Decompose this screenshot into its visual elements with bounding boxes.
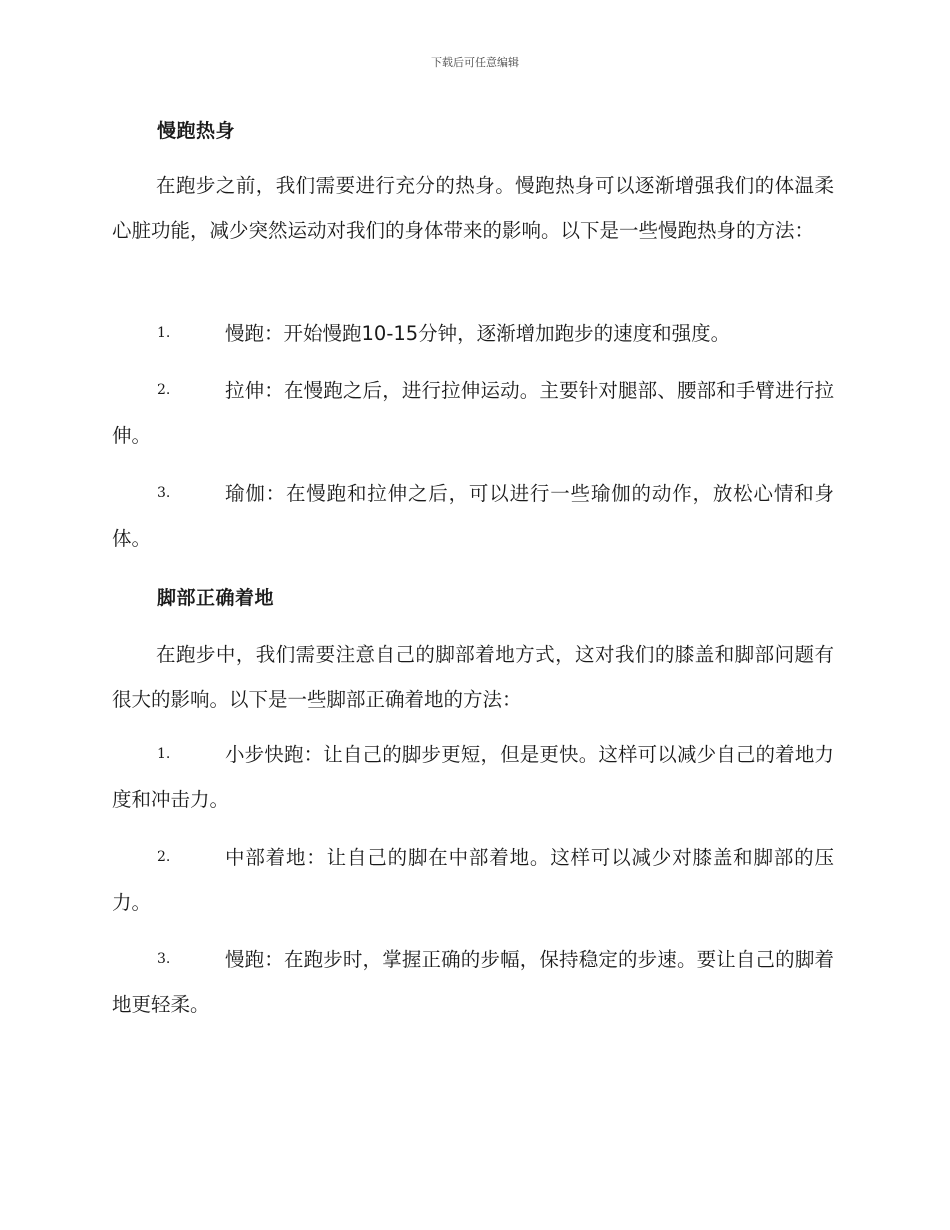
- list-item-text: 慢跑：开始慢跑10-15分钟，逐渐增加跑步的速度和强度。: [225, 322, 731, 345]
- list-item: [112, 732, 834, 822]
- list-item-number: 2.: [157, 849, 171, 865]
- section-heading-footstrike: 脚部正确着地: [157, 587, 275, 609]
- section-intro-footstrike: 在跑步中，我们需要注意自己的脚部着地方式，这对我们的膝盖和脚部问题有很大的影响。以下是一些脚部正确着地的方法：: [112, 643, 834, 711]
- list-item-number: 3.: [157, 951, 171, 967]
- list-item-text: 中部着地：让自己的脚在中部着地。这样可以减少对膝盖和脚部的压力。: [112, 846, 834, 914]
- list-item-text: 拉伸：在慢跑之后，进行拉伸运动。主要针对腿部、腰部和手臂进行拉伸。: [112, 379, 834, 447]
- list-item-text: 慢跑：在跑步时，掌握正确的步幅，保持稳定的步速。要让自己的脚着地更轻柔。: [112, 948, 834, 1016]
- list-item-text: 瑜伽：在慢跑和拉伸之后，可以进行一些瑜伽的动作，放松心情和身体。: [112, 482, 834, 550]
- list-item: [112, 311, 834, 356]
- list-item-number: 1.: [157, 325, 171, 341]
- page-header: 下载后可任意编辑: [431, 56, 519, 69]
- list-item-number: 2.: [157, 382, 171, 398]
- list-item: [112, 471, 834, 561]
- section-intro-warmup: 在跑步之前，我们需要进行充分的热身。慢跑热身可以逐渐增强我们的体温柔心脏功能，减少突然运动对我们的身体带来的影响。以下是一些慢跑热身的方法：: [112, 174, 834, 242]
- list-item-number: 1.: [157, 746, 171, 762]
- list-item: [112, 937, 834, 1027]
- list-item-number: 3.: [157, 485, 171, 501]
- list-item: [112, 368, 834, 458]
- section-heading-warmup: 慢跑热身: [157, 120, 236, 142]
- list-item-text: 小步快跑：让自己的脚步更短，但是更快。这样可以减少自己的着地力度和冲击力。: [112, 743, 834, 811]
- list-item: [112, 835, 834, 925]
